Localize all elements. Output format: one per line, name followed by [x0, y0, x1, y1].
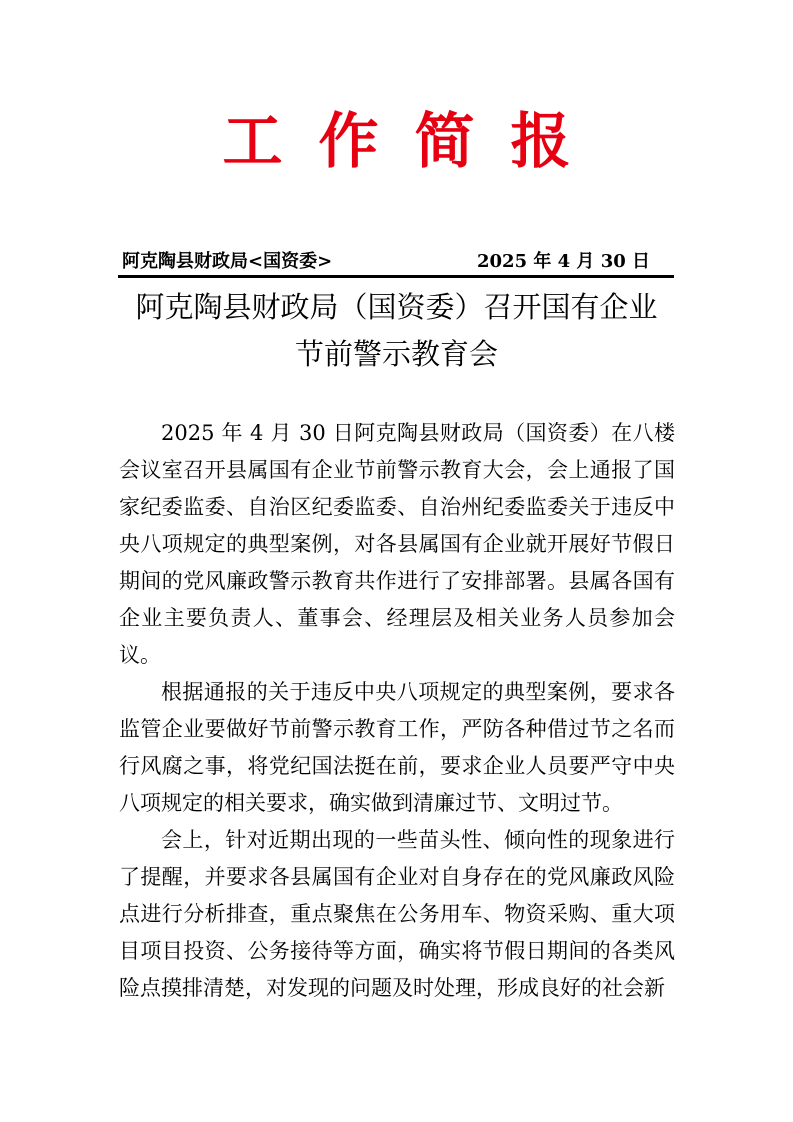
headline-line-2: 节前警示教育会	[294, 337, 498, 371]
article-body	[119, 415, 675, 1007]
issuer-date-row	[118, 248, 673, 276]
masthead-title: 工作简报	[222, 107, 607, 177]
headline-line-1: 阿克陶县财政局（国资委）召开国有企业	[135, 290, 658, 324]
article-headline	[110, 284, 683, 378]
header-divider	[118, 275, 674, 278]
issue-date: 2025 年 4 月 30 日	[477, 251, 651, 272]
body-paragraph-2: 根据通报的关于违反中央八项规定的典型案例，要求各监管企业要做好节前警示教育工作，严防各种借过节之名而行风腐之事，将党纪国法挺在前，要求企业人员要严守中央八项规定的相关要求，确实做到清廉过节、文明过节。	[119, 680, 675, 815]
issuer-name: 阿克陶县财政局<国资委>	[122, 251, 333, 272]
body-paragraph-3: 会上，针对近期出现的一些苗头性、倾向性的现象进行了提醒，并要求各县属国有企业对自身存在的党风廉政风险点进行分析排查，重点聚焦在公务用车、物资采购、重大项目项目投资、公务接待等方面，确实将节假日期间的各类风险点摸排清楚，对发现的问题及时处理，形成良好的社会新	[119, 828, 675, 1000]
body-paragraph-1: 2025 年 4 月 30 日阿克陶县财政局（国资委）在八楼会议室召开县属国有企业节前警示教育大会，会上通报了国家纪委监委、自治区纪委监委、自治州纪委监委关于违反中央八项规定的典型案例，对各县属国有企业就开展好节假日期间的党风廉政警示教育共作进行了安排部署。县属各国有企业主要负责人、董事会、经理层及相关业务人员参加会议。	[119, 421, 675, 667]
